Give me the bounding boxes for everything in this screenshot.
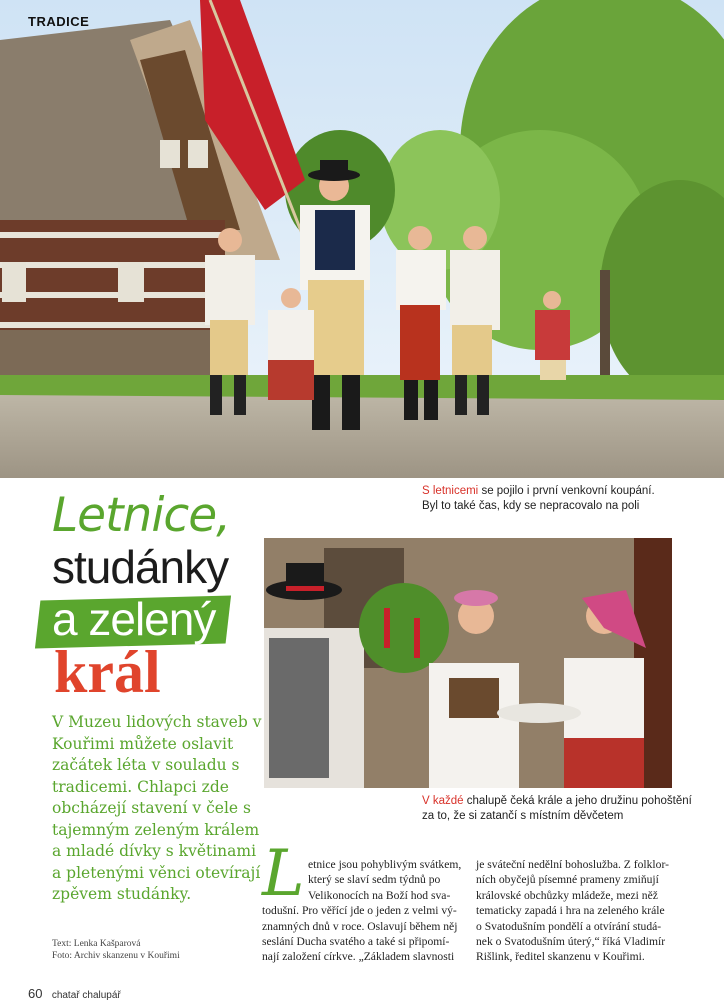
col1-line: nají založení církve. „Základem slavnosti xyxy=(262,950,455,964)
photo2-caption-highlight: V každé xyxy=(422,795,464,807)
col1-line: seslání Ducha svatého a také si připomí- xyxy=(262,935,450,949)
secondary-illustration xyxy=(264,538,672,788)
col1-line: etnice jsou pohyblivým svátkem, xyxy=(308,858,462,871)
title-line-3: a zelený xyxy=(52,593,216,645)
title-line-2: studánky xyxy=(52,541,229,593)
title-line-4: král xyxy=(54,639,161,705)
col1-line: todušní. Pro věřící jde o jeden z velmi vý- xyxy=(262,904,457,918)
col2-line: královské obchůzky mládeže, mezi něž xyxy=(476,888,658,902)
hero-illustration xyxy=(0,0,724,478)
col2-line: ních obyčejů písemné prameny zmiňují xyxy=(476,873,659,887)
magazine-name: chatař chalupář xyxy=(51,990,121,1001)
lead-paragraph: V Muzeu lidových staveb v Kouřimi můžete oslavit začátek léta v souladu s tradicemi. Chlapci zde obcházejí stavení v čele s tajemným zeleným králem a mladé dívky s květinami a pletenými věnci otevírají zpěvem studánky. xyxy=(52,713,262,903)
article-column-1 xyxy=(262,857,462,965)
hero-caption xyxy=(422,484,655,514)
hero-caption-line2: Byl to také čas, kdy se nepracovalo na poli xyxy=(422,500,640,512)
credits xyxy=(52,938,180,962)
col2-line: Rišlink, ředitel skanzenu v Kouřimi. xyxy=(476,950,645,964)
title-line-1: Letnice, xyxy=(52,488,231,543)
photo2-caption-line2: za to, že si zatančí s místním děvčetem xyxy=(422,810,624,822)
section-tag: TRADICE xyxy=(28,14,90,29)
col2-line: nek o Svatodušním úterý,“ říká Vladimír xyxy=(476,935,666,949)
col1-line: Velikonocích na Boží hod sva- xyxy=(308,888,451,902)
credit-photo: Foto: Archiv skanzenu v Kouřimi xyxy=(52,951,180,961)
hero-photo xyxy=(0,0,724,478)
col2-line: o Svatodušním pondělí a otvírání studá- xyxy=(476,919,662,933)
hero-caption-line1: se pojilo i první venkovní koupání. xyxy=(478,485,655,497)
photo2-caption xyxy=(422,794,692,824)
page-number: 60 xyxy=(28,986,43,1001)
credit-text: Text: Lenka Kašparová xyxy=(52,939,141,949)
secondary-photo xyxy=(264,538,672,788)
page-footer xyxy=(28,986,121,1001)
drop-cap: L xyxy=(262,837,305,911)
col1-line: znamných dnů v roce. Oslavují během něj xyxy=(262,919,458,933)
photo2-caption-line1: chalupě čeká krále a jeho družinu pohoštění xyxy=(463,795,692,807)
col2-line: je sváteční nedělní bohoslužba. Z folklor- xyxy=(476,858,669,871)
col1-line: který se slaví sedm týdnů po xyxy=(308,873,441,887)
hero-caption-highlight: S letnicemi xyxy=(422,485,479,497)
col2-line: tematicky zapadá i hra na zeleného krále xyxy=(476,904,665,918)
article-column-2 xyxy=(476,857,676,965)
